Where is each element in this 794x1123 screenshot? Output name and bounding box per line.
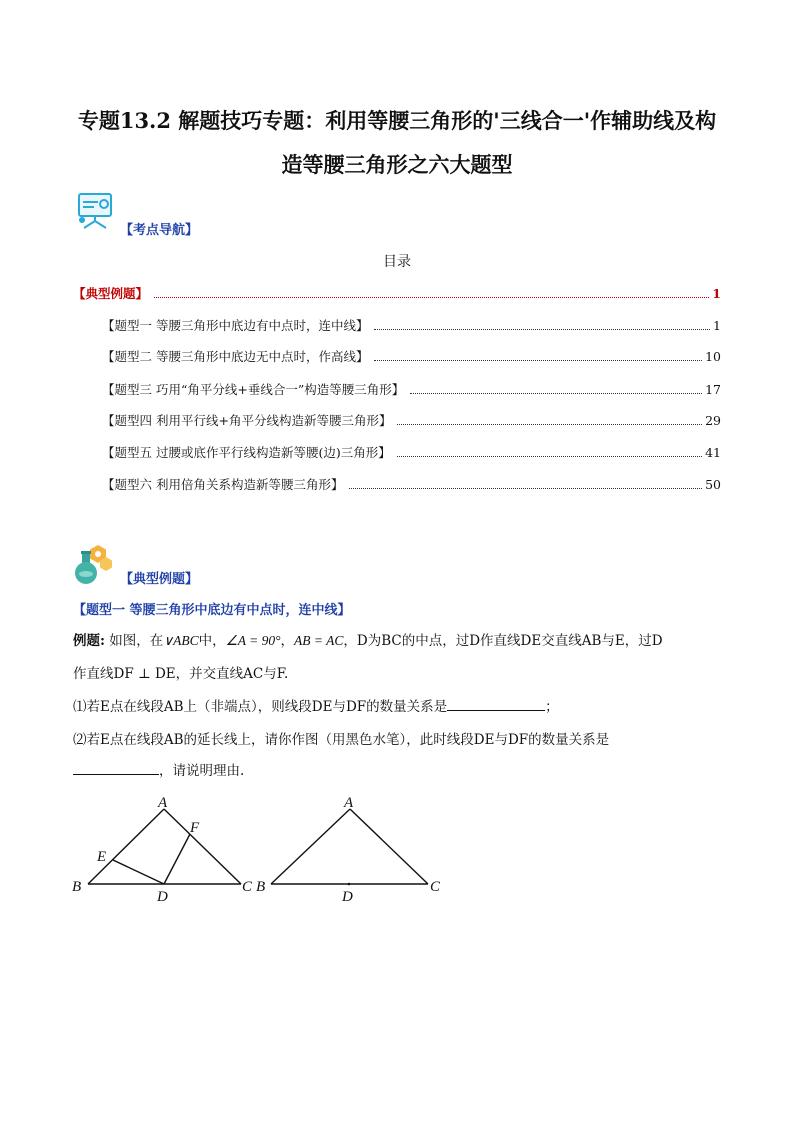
geometry-figures: [60, 785, 460, 910]
segment-ab-right: [271, 809, 350, 884]
figure-left: [72, 795, 253, 905]
segment-df: [164, 834, 190, 884]
label-c: C: [242, 879, 253, 895]
label-c-right: C: [430, 879, 441, 895]
toc-item-label: 【题型二 等腰三角形中底边无中点时，作高线】: [102, 349, 369, 364]
toc-item-page: 1: [713, 318, 721, 333]
page-title-line-1: 专题13.2 解题技巧专题：利用等腰三角形的'三线合一'作辅助线及构: [77, 108, 717, 133]
answer-blank-2[interactable]: [73, 760, 159, 775]
toc-item[interactable]: [102, 475, 721, 493]
toc-leader-dots: [397, 455, 702, 457]
label-f: F: [190, 820, 200, 836]
toc-item[interactable]: [102, 443, 721, 461]
toc-item-label: 【题型四 利用平行线+角平分线构造新等腰三角形】: [102, 413, 392, 428]
part-1-text: ⑴若E点在线段AB上（非端点），则线段DE与DF的数量关系是: [73, 699, 448, 715]
nav-section-heading: 【考点导航】: [120, 223, 199, 238]
question-part-2: ⑵若E点在线段AB的延长线上，请你作图（用黑色水笔），此时线段DE与DF的数量关系是: [73, 732, 610, 748]
question-intro: 例题: 如图，在∨ABC中，∠A = 90°，AB = AC，D为BC的中点，过D作直线DE交直线AB与E，过D: [73, 633, 663, 649]
toc-item[interactable]: [102, 380, 721, 398]
question-type-heading: 【题型一 等腰三角形中底边有中点时，连中线】: [73, 603, 351, 618]
toc-item[interactable]: [102, 347, 721, 365]
toc-item[interactable]: [102, 316, 721, 334]
lab-flask-icon: [72, 543, 116, 585]
toc-leader-dots: [410, 392, 702, 394]
label-d: D: [157, 889, 168, 905]
toc-leader-dots: [374, 359, 702, 361]
toc-item-page: 41: [705, 445, 721, 460]
toc-main-label: 【典型例题】: [73, 286, 149, 301]
page-title-line-2: 造等腰三角形之六大题型: [281, 152, 513, 177]
triangle-name: ∨ABC: [163, 633, 199, 648]
teaching-board-icon: [74, 190, 116, 232]
page-title: [60, 99, 734, 187]
condition-angle: ∠A = 90°: [225, 633, 281, 648]
toc-leader-dots: [154, 296, 709, 298]
segment-de: [113, 860, 164, 884]
part-2-end: ，请说明理由.: [159, 763, 245, 779]
label-a: A: [158, 795, 168, 811]
question-part-2-cont: [73, 760, 723, 782]
question-intro-line2: 作直线DF ⊥ DE，并交直线AC与F.: [73, 666, 289, 682]
intro-text-c: ，D为BC的中点，过D作直线DE交直线AB与E，过D: [343, 633, 663, 649]
toc-item-label: 【题型一 等腰三角形中底边有中点时，连中线】: [102, 318, 369, 333]
label-b-right: B: [256, 879, 266, 895]
examples-section-heading: 【典型例题】: [120, 572, 199, 587]
toc-main-page: 1: [712, 286, 721, 301]
part-1-end: ；: [545, 699, 559, 715]
segment-ac: [164, 809, 241, 884]
toc-title: 目录: [383, 254, 411, 270]
toc-item-label: 【题型五 过腰或底作平行线构造新等腰(边)三角形】: [102, 445, 391, 460]
toc-leader-dots: [397, 423, 702, 425]
label-a-right: A: [344, 795, 354, 811]
question-part-1: [73, 696, 723, 718]
toc-leader-dots: [349, 487, 702, 489]
toc-item-label: 【题型六 利用倍角关系构造新等腰三角形】: [102, 477, 344, 492]
toc-item-page: 17: [705, 382, 721, 397]
intro-text-b: 中，: [198, 633, 226, 649]
toc-leader-dots: [374, 328, 710, 330]
segment-ac-right: [350, 809, 428, 884]
toc-item-label: 【题型三 巧用“角平分线+垂线合一”构造等腰三角形】: [102, 382, 405, 397]
toc-item-page: 10: [705, 349, 721, 364]
example-prefix: 例题:: [73, 633, 105, 649]
label-b: B: [72, 879, 82, 895]
figure-right: [256, 795, 441, 905]
midpoint-d-dot: [348, 883, 351, 886]
label-e: E: [97, 849, 107, 865]
toc-item[interactable]: [102, 411, 721, 429]
intro-text-a: 如图，在: [104, 633, 164, 649]
answer-blank-1[interactable]: [447, 696, 545, 711]
condition-equal-sides: AB = AC: [294, 633, 344, 648]
toc-item-page: 29: [705, 413, 721, 428]
toc-item-page: 50: [705, 477, 721, 492]
segment-ab: [88, 809, 164, 884]
toc-main-entry[interactable]: [73, 284, 721, 302]
label-d-right: D: [342, 889, 353, 905]
